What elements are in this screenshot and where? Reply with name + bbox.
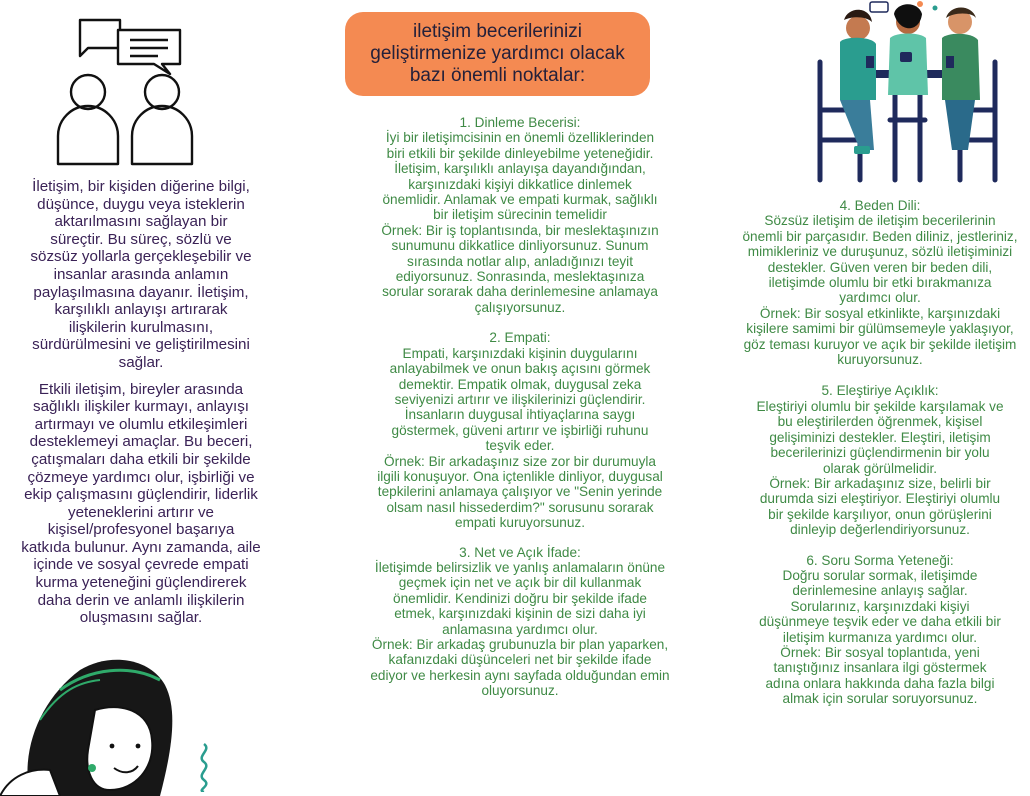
section-body-language: 4. Beden Dili: Sözsüz iletişim de iletişim becerilerinin önemli bir parçasıdır. Beden diliniz, jestleriniz, mimikleriniz ve duruşunuz, sözlü iletişiminizi destekler. Güven veren bir beden dili, iletişimde olumlu bir etki bırakmanıza yardımcı olur. Örnek: Bir sosyal etkinlikte, karşınızdaki kişilere samimi bir gülümsemeyle yaklaşıyor, göz teması kuruyor ve açık bir şekilde iletişim kuruyorsunuz. (742, 198, 1018, 368)
section-listening: 1. Dinleme Becerisi: İyi bir iletişimcisinin en önemli özelliklerinden biri etkili bir şekilde dinleyebilme yeteneğidir. İletişim, karşılıklı anlayışa dayandığından, karşınızdaki kişiyi dikkatlice dinlemek önemlidir. Anlamak ve empati kurmak, sağlıklı bir iletişim sürecinin temelidir Örnek: Bir iş toplantısında, bir meslektaşınızın sunumunu dikkatlice dinliyorsunuz. Sunum sırasında notlar alıp, anladığınızı teyit ediyorsunuz. Sonrasında, meslektaşınıza sorular sorarak daha derinlemesine anlamaya çalışıyorsunuz. (381, 115, 659, 315)
woman-portrait-illustration (0, 650, 190, 796)
section-openness-to-criticism: 5. Eleştiriye Açıklık: Eleştiriyi olumlu bir şekilde karşılamak ve bu eleştirilerden öğrenmek, kişisel gelişiminizi destekler. Eleştiri, iletişim becerilerinizi güçlendirmenin bir yolu olarak görülmelidir. Örnek: Bir arkadaşınız size, belirli bir durumda sizi eleştiriyor. Eleştiriyi olumlu bir şekilde karşılıyor, onun görüşlerini dinleyip değerlendiriyorsunuz. (756, 383, 1004, 538)
section-empathy: 2. Empati: Empati, karşınızdaki kişinin duygularını anlayabilmek ve onun bakış açısını görmek demektir. Empatik olmak, duygusal zeka seviyenizi artırır ve ilişkilerinizi güçlendirir. İnsanların duygusal ihtiyaçlarına saygı göstermek, güveni artırır ve işbirliği ruhunu teşvik eder. Örnek: Bir arkadaşınız size zor bir durumuyla ilgili konuşuyor. Ona içtenlikle dinliyor, duygusal tepkilerini anlamaya çalışıyor ve "Senin yerinde olsam nasıl hissederdim?" sorusunu sorarak empati kuruyorsunuz. (377, 330, 663, 531)
section-asking-questions: 6. Soru Sorma Yeteneği: Doğru sorular sormak, iletişimde derinlemesine anlayış sağlar. Sorularınız, karşınızdaki kişiyi düşünmeye teşvik eder ve daha etkili bir iletişim kurmanıza yardımcı olur. Örnek: Bir sosyal toplantıda, yeni tanıştığınız insanlara ilgi göstermek adına onlara hakkında daha fazla bilgi almak için sorular soruyorsunuz. (759, 552, 1001, 707)
section-clear-expression: 3. Net ve Açık İfade: İletişimde belirsizlik ve yanlış anlamaların önüne geçmek için net ve açık bir dil kullanmak önemlidir. Kendinizi doğru bir şekilde ifade etmek, karşınızdaki kişinin de sizi daha iyi anlamasına yardımcı olur. Örnek: Bir arkadaş grubunuzla bir plan yaparken, kafanızdaki düşünceleri net bir şekilde ifade ediyor ve herkesin aynı sayfada olduğundan emin oluyorsunuz. (370, 544, 670, 699)
right-column (730, 198, 1030, 707)
left-column (10, 178, 272, 627)
intro-paragraph-1: İletişim, bir kişiden diğerine bilgi, düşünce, duygu veya isteklerin aktarılmasını sağlayan bir süreçtir. Bu süreç, sözlü ve sözsüz yollarla gerçekleşebilir ve insanlar arasında anlamın paylaşılmasına dayanır. İletişim, karşılıklı anlayışı artırarak ilişkilerin kurulmasını, sürdürülmesini ve geliştirilmesini sağlar. (30, 178, 252, 371)
talking-people-icon (50, 12, 200, 167)
friends-coffee-illustration (800, 0, 1015, 190)
squiggle-decoration (194, 742, 214, 792)
middle-column (345, 115, 695, 699)
intro-paragraph-2: Etkili iletişim, bireyler arasında sağlıklı ilişkiler kurmayı, anlayışı artırmayı ve olumlu etkileşimleri desteklemeyi amaçlar. Bu beceri, çatışmaları daha etkili bir şekilde çözmeye yardımcı olur, işbirliği ve ekip çalışmasını güçlendirir, liderlik yeteneklerini artırır ve kişisel/profesyonel başarıya katkıda bulunur. Aynı zamanda, aile içinde ve sosyal çevrede empati kurma yeteneğini güçlendirerek daha derin ve anlamlı ilişkilerin oluşmasını sağlar. (21, 380, 261, 627)
page-title-banner: iletişim becerilerinizi geliştirmenize yardımcı olacak bazı önemli noktalar: (345, 12, 650, 96)
